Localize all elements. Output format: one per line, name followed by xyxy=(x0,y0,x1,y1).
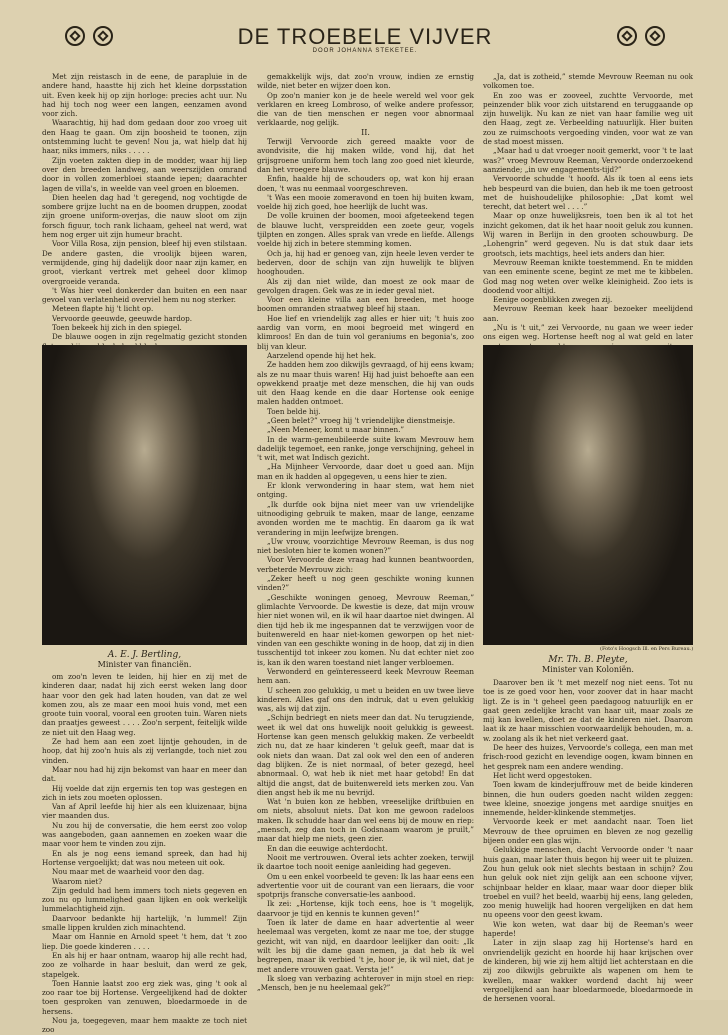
paragraph: „Zeker heeft u nog geen geschikte woning kunnen vinden?” xyxy=(257,574,474,593)
paragraph: Voor Villa Rosa, zijn pension, bleef hij even stilstaan. De andere gasten, die vroolijk bijeen waren, vermijdende, ging hij dadelijk door naar zijn kamer, en groot, vierkant vertrek met geheel door klimop overgroeide veranda. xyxy=(42,239,247,286)
paragraph: Hij voelde dat zijn ergernis ten top was gestegen en zich in iets zou moeten oplossen. xyxy=(42,783,247,802)
paragraph: Nou ja, toegegeven, maar hem maakte ze toch niet zoo xyxy=(42,1015,247,1035)
paragraph: Daarvoor bedankte hij hartelijk, 'n lummel! Zijn smalle lippen krulden zich minachtend. xyxy=(42,913,247,933)
portrait-pleyte-image xyxy=(483,345,693,645)
portrait-bertling xyxy=(42,345,247,645)
paragraph: Maar op onze huwelijksreis, toen ben ik al tot het inzicht gekomen, dat ik het haar nooit geluk zou kunnen. Wij waren in Berlijn in den grooten schouwburg. De „Lohengrin” werd gegeven. Nu is dat stuk daar iets grootsch, iets machtigs, heel iets anders dan hier. xyxy=(483,211,693,258)
paragraph: „Neen Meneer, komt u maar binnen.” xyxy=(267,425,405,435)
paragraph: Enfin, haalde hij de schouders op, wat kon hij eraan doen, 't was nu eenmaal voorgeschreven. xyxy=(257,174,474,193)
paragraph: Als zij dan niet wilde, dan moest ze ook maar de gevolgen dragen. Gek was ze in ieder geval niet. xyxy=(257,276,474,295)
ornament-right-2-icon xyxy=(645,26,665,46)
paragraph: Voor Vervoorde deze vraag had kunnen beantwoorden, verbeterde Mevrouw zich: xyxy=(257,555,474,574)
paragraph: „Uw vrouw, voorzichtige Mevrouw Reeman, is dus nog niet besloten hier te komen wonen?” xyxy=(257,536,474,556)
paragraph: En als hij er haar ontnam, waarop hij alle recht had, zoo ze volharde in haar besluit, dan werd ze gek, stapelgek. xyxy=(42,950,247,979)
portrait-bertling-image xyxy=(42,345,247,645)
paragraph: Maar nou had hij zijn bekomst van haar en meer dan dat. xyxy=(42,764,247,784)
paragraph: Ze had hem aan een zoet lijntje gehouden, in de hoop, dat hij zoo'n huis als zij verlangde, toch niet zou vinden. xyxy=(42,737,247,765)
column-1-bottom xyxy=(42,672,247,1035)
caption-right-role: Minister van Koloniën. xyxy=(542,665,634,674)
header xyxy=(55,20,675,60)
paragraph: De heer des huizes, Vervoorde's collega, een man met frisch-rood gezicht en levendige oogen, kwam binnen en het gesprek nam een andere wending. xyxy=(483,743,693,771)
paragraph: Nou maar met de waarheid voor den dag. xyxy=(52,867,205,877)
paragraph: Och ja, hij had er genoeg van, zijn heele leven verder te bederven, door de schijn van zijn huwelijk te blijven hooghouden. xyxy=(257,248,474,277)
paragraph: En zoo was er zooveel, zuchtte Vervoorde, met peinzender blik voor zich uitstarend en teruggaande op zijn huwelijk. Nu kan ze niet van haar familie weg uit den Haag, zegt ze. Verbeelding natuurlijk. Hier buiten zou ze ruimschoots vergoeding vinden, voor wat ze van de stad moest missen. xyxy=(483,90,693,147)
paragraph: En dan die eeuwige achterdocht. xyxy=(267,843,388,853)
paragraph: Toen ik later de dame en haar advertentie al weer heelemaal was vergeten, komt ze naar me toe, der stugge gezicht, wit van nijd, en daardoor leelijker dan ooit: „Ik wilt les bij die dame gaan nemen, ja dat heb ik wel begrepen, maar ik verbied 't je, hoor je, ik wil niet, dat je met andere vrouwen gaat. Versta je!” xyxy=(257,918,474,974)
paragraph: Aarzelend opende hij het hek. xyxy=(267,350,376,360)
paragraph: Mevrouw Reeman knikte toestemmend. En te midden van een eminente scene, begint ze met me te kibbelen. God mag nog weten over welke kleinigheid. Zoo iets is doodend voor altijd. xyxy=(483,257,693,295)
paragraph: 't Was hier veel donkerder dan buiten en een naar gevoel van verlatenheid overviel hem nu nog sterker. xyxy=(42,285,247,305)
paragraph: Zijn voeten zakten diep in de modder, waar hij liep over den breeden landweg, aan weerszijden omrand door in vollen zomerbloei staande iepen; daarachter lagen de villa's, in weelde van veel groen en bloemen. xyxy=(42,155,247,193)
portrait-pleyte xyxy=(483,345,693,645)
paragraph: Dien heelen dag had 't geregend, nog vochtigde de sombere grijze lucht na en de boomen druppen, zoodat zijn groene uniform-overjas, die nauw sloot om zijn forsch figuur, toch rank lichaam, geheel nat werd, wat hem nog erger uit zijn humeur bracht. xyxy=(42,192,247,240)
paragraph: Nu zou hij de conversatie, die hem eerst zoo volop was aangeboden, gaan aannemen en zoeken waar die maar voor hem te vinden zou zijn. xyxy=(42,820,247,849)
paragraph: De volle kruinen der boomen, mooi afgeteekend tegen de blauwe lucht, verspreidden een zoete geur, vogels tjilpten en zongen. Alles sprak van vrede en liefde. Allengs voelde hij zich in betere stemming komen. xyxy=(257,211,474,249)
paragraph: Hoe lief en vriendelijk zag alles er hier uit; 't huis zoo aardig van vorm, en mooi begroeid met wingerd en klimroos! En dan de tuin vol geraniums en begonia's, zoo blij van kleur. xyxy=(257,313,474,351)
paragraph: „Geen belet?” vroeg hij 't vriendelijke dienstmeisje. xyxy=(267,415,455,425)
caption-left-name: A. E. J. Bertling, xyxy=(107,650,182,660)
paragraph: Verwonderd en geïnteresseerd keek Mevrouw Reeman hem aan. xyxy=(257,667,474,686)
paragraph: „Ha Mijnheer Vervoorde, daar doet u goed aan. Mijn man en ik hadden al opgegeven, u eens hier te zien. xyxy=(257,462,474,481)
column-2 xyxy=(257,72,474,994)
byline: DOOR JOHANNA STEKETEE. xyxy=(312,48,418,54)
paragraph: gemakkelijk wijs, dat zoo'n vrouw, indien ze ernstig wilde, niet beter en wijzer doen kon. xyxy=(257,72,474,91)
caption-right-name: Mr. Th. B. Pleyte, xyxy=(548,655,628,665)
paragraph: U scheen zoo gelukkig, u met u beiden en uw twee lieve kinderen. Alles gaf ons den indruk, dat u even gelukkig was, als wij dat zijn. xyxy=(257,685,474,714)
ornament-left-1-icon xyxy=(65,26,85,46)
paragraph: Daarover ben ik 't met mezelf nog niet eens. Tot nu toe is ze goed voor hen, voor zoover dat in haar macht ligt. Ze is in 't geheel geen paedagoog natuurlijk en er gaat geen zedelijke kracht van haar uit, maar zoals ze mij kan kwellen, doet ze dat de kinderen niet. Daarom laat ik ze haar misschien voorwaardelijk behouden, m. a. w. zoolang als ik het niet verkeerd gaat. xyxy=(483,678,693,743)
paragraph: Vervoorde geeuwde, geeuwde hardop. xyxy=(52,313,193,323)
ornament-right-1-icon xyxy=(617,26,637,46)
paragraph: Ik sloeg van verbazing achterover in mijn stoel en riep: „Mensch, ben je nu heelemaal gek?” xyxy=(257,973,474,993)
paragraph: Gelukkige menschen, dacht Vervoorde onder 't naar huis gaan, maar later thuis begon hij weer uit te pluizen. Zou hun geluk ook niet slechts bestaan in schijn? Zou hun geluk ook niet zijn gelijk aan een schoone vijver, schijnbaar helder en klaar, maar waar door dieper blik troebel en vuil? het beeld, waarbij hij eens, lang geleden, zoo menig huwelijk had hooren vergelijken en dat hem nu opeens voor den geest kwam. xyxy=(483,845,693,920)
paragraph: Ze hadden hem zoo dikwijls gevraagd, of hij eens kwam; als ze nu maar thuis waren! Hij had juist behoefte aan een opwekkend praatje met deze menschen, die hij van ouds uit den Haag kende en die daar Hortense ook eenige malen hadden ontmoet. xyxy=(257,360,474,407)
paragraph: In de warm-gemeubileerde suite kwam Mevrouw hem dadelijk tegemoet, een ranke, jonge verschijning, geheel in 't wit, met wat Indisch gezicht. xyxy=(257,434,474,463)
paragraph: Toen Hannie laatst zoo erg ziek was, ging 't ook al zoo raar toe bij Hortense. Vergeelijkend had de dokter toen gesproken van zenuwen, bloedarmoede in de hersens. xyxy=(42,978,247,1016)
paragraph: Op zoo'n manier kon je de heele wereld wel voor gek verklaren en kreeg Lombroso, of welke andere professor, die van de tien menschen er negen voor abnormaal verklaarde, nog gelijk. xyxy=(257,90,474,128)
caption-left-role: Minister van financiën. xyxy=(97,660,192,669)
paragraph: Toen kwam de kinderjuffrouw met de beide kinderen binnen, die hun ouders goeden nacht wilden zeggen: twee kleine, snoezige jongens met aardige snuitjes en innemende, helder-klinkende stemmetjes. xyxy=(483,780,693,818)
paragraph: 't Was een mooie zomeravond en toen hij buiten kwam, voelde hij zich goed, hoe heerlijk de lucht was. xyxy=(257,192,474,212)
paragraph: Wie kon weten, wat daar bij de Reeman's weer haperde! xyxy=(483,919,693,939)
paragraph: Toen belde hij. xyxy=(267,406,321,416)
paragraph: Later in zijn slaap zag hij Hortense's hard en onvriendelijk gezicht en hoorde hij haar krijschen over de kinderen, bij wie zij hem altijd liet achterstaan en die zij zoo dikwijls gebruikte als wapenen om hem te kwellen, maar wakker wordend dacht hij weer vergoelijkend aan haar bloedarmoede, bloedarmoede in de hersenen vooral. xyxy=(483,938,693,1004)
paragraph: Van af April leefde hij hier als een kluizenaar, bijna vier maanden dus. xyxy=(42,802,247,821)
paragraph: Waarachtig, hij had dom gedaan door zoo vroeg uit den Haag te gaan. Om zijn boosheid te toonen, zijn ontstemming lucht te geven! Nou ja, wat hielp dat hij haar, niks immers, niks . . . . . xyxy=(42,118,247,156)
paragraph: Ik zei: „Hortense, kijk toch eens, hoe is 't mogelijk, daarvoor je tijd en kennis te kunnen geven!” xyxy=(257,899,474,918)
paragraph: Het licht werd opgestoken. xyxy=(493,770,593,780)
paragraph: Voor een kleine villa aan een breeden, met hooge boomen omranden straatweg bleef hij staan. xyxy=(257,295,474,314)
paragraph: Vervoorde keek er met aandacht naar. Toen liet Mevrouw de thee opruimen en bleven ze nog gezellig bijeen onder een glas wijn. xyxy=(483,817,693,846)
paragraph: Maar om Hannie en Arnold speet 't hem, dat 't zoo liep. Die goede kinderen . . . . xyxy=(42,932,247,951)
column-3-top xyxy=(483,72,693,340)
section-number: II. xyxy=(361,127,370,137)
paragraph: Zijn geduld had hem immers toch niets gegeven en zou nu op lummelighed gaan lijken en ook werkelijk lummelachtigheid zijn. xyxy=(42,885,247,914)
paragraph: om zoo'n leven te leiden, hij hier en zij met de kinderen daar, nadat hij zich eerst weken lang door haar voor den gek had laten houden, van dat ze wel komen zou, als ze maar een mooi huis vond, met een groote tuin vooral, vooral een grooten tuin. Waren niets dan praatjes geweest . . . . Zoo'n serpent, feitelijk wilde ze niet uit den Haag weg. xyxy=(42,672,247,737)
paragraph: Mevrouw Reeman keek haar bezoeker meelijdend aan. xyxy=(483,304,693,323)
paragraph: Nooit me vertrouwen. Overal iets achter zoeken, terwijl ik daartoe toch nooit eenige aanleiding had gegeven. xyxy=(257,852,474,872)
caption-right xyxy=(483,655,693,675)
page-title: DE TROEBELE VIJVER xyxy=(237,24,493,49)
column-1-top xyxy=(42,72,247,340)
paragraph: Eenige oogenblikken zwegen zij. xyxy=(493,295,613,305)
paragraph: „Geschikte woningen genoeg, Mevrouw Reeman,” glimlachte Vervoorde. De kwestie is deze, dat mijn vrouw hier niet wonen wil, en ik wil haar daartoe niet dwingen. Al dien tijd heb ik me ingespannen dat te verzwijgen voor de buitenwereld en haar niet-komen geworpen op het niet-vinden van een geschikte woning in de hoop, dat zij in dien tusschentijd tot inkeer zou komen. Nu dat echter niet zoo is, kan ik den waren toestand niet langer verbloemen. xyxy=(257,592,474,667)
paragraph: „Maar had u dat vroeger nooit gemerkt, voor 't te laat was?” vroeg Mevrouw Reeman, Vervoorde onderzoekend aanziende; „in uw engagements-tijd?” xyxy=(483,146,693,174)
paragraph: „Nu is 't uit,” zei Vervoorde, nu gaan we weer ieder ons eigen weg. Hortense heeft nog al wat geld en later xyxy=(483,323,693,342)
ornament-left-2-icon xyxy=(93,26,113,46)
paragraph: Er klonk verwondering in haar stem, wat hem niet ontging. xyxy=(257,481,474,500)
paragraph: „Ik durfde ook bijna niet meer van uw vriendelijke uitnoodiging gebruik te maken, maar de lange, eenzame avonden worden me te machtig. En daarom ga ik wat verandering in mijn leefwijze brengen. xyxy=(257,499,474,537)
paragraph: Meteen flapte hij 't licht op. xyxy=(52,304,154,314)
paragraph: „Schijn bedriegt en niets meer dan dat. Nu terugziende, weet ik wel dat ons huwelijk nooit gelukkig is geweest. Hortense kan geen mensch gelukkig maken. Ze verbeeldt zich nu, dat ze haar kinderen 't geluk geeft, maar dat is ook niets dan waan. Dat zal ook wel den een of anderen dag blijken. Ze is niet normaal, of beter gezegd, heel abnormaal. O, wat heb ik niet met haar getobd! En dat altijd die angst, dat de buitenwereld iets merken zou. Van dien angst heb ik me nu bevrijd. xyxy=(257,713,474,797)
paragraph: Waarom niet? xyxy=(52,876,103,886)
paragraph: Terwijl Vervoorde zich gereed maakte voor de avondvisite, die hij maken wilde, vond hij, dat het grijsgroene uniform hem toch lang zoo goed niet kleurde, dan het vroegere blauwe. xyxy=(257,137,474,174)
photo-credit: (Foto's Hoogsch Ill. en Pers Bureau.) xyxy=(600,646,694,652)
paragraph: „Ja, dat is zotheid,” stemde Mevrouw Reeman nu ook volkomen toe. xyxy=(483,72,693,91)
paragraph: Met zijn reistasch in de eene, de parapluie in de andere hand, haastte hij zich het kleine dorpsstation uit. Even keek hij op zijn horloge: precies acht uur. Nu had hij toch nog weer een langen, eenzamen avond voor zich. xyxy=(42,72,247,119)
caption-left xyxy=(42,650,247,670)
paragraph: En als je nog eens iemand spreek, dan had hij Hortense vergoelijkt; dat was nou meteen uit ook. xyxy=(42,848,247,867)
column-3-bottom xyxy=(483,678,693,1004)
paragraph: Om u een enkel voorbeeld te geven: Ik las haar eens een advertentie voor uit de courant van een lieraars, die voor spotprijs fransche conversatie-les aanbood. xyxy=(257,871,474,900)
paragraph: Vervoorde schudde 't hoofd. Als ik toen al eens iets heb bespeurd van die buien, dan heb ik me toen getroost met de huishoudelijke philosophie: „Dat komt wel terecht, dat betert wel . . . .” xyxy=(483,174,693,212)
paragraph: Toen bekeek hij zich in den spiegel. xyxy=(52,323,182,333)
paragraph: De blauwe oogen in zijn regelmatig gezicht stonden xyxy=(52,332,247,342)
paragraph: Wat 'n buien kon ze hebben, vreeselijke driftbuien en om niets, absoluut niets. Dat kon me gewoon radeloos maken. Ik schudde haar dan wel eens bij de mouw en riep: „mensch, zeg dan toch in Godsnaam waarom je pruilt,” maar dat hielp me niets, geen zier. xyxy=(257,797,474,844)
